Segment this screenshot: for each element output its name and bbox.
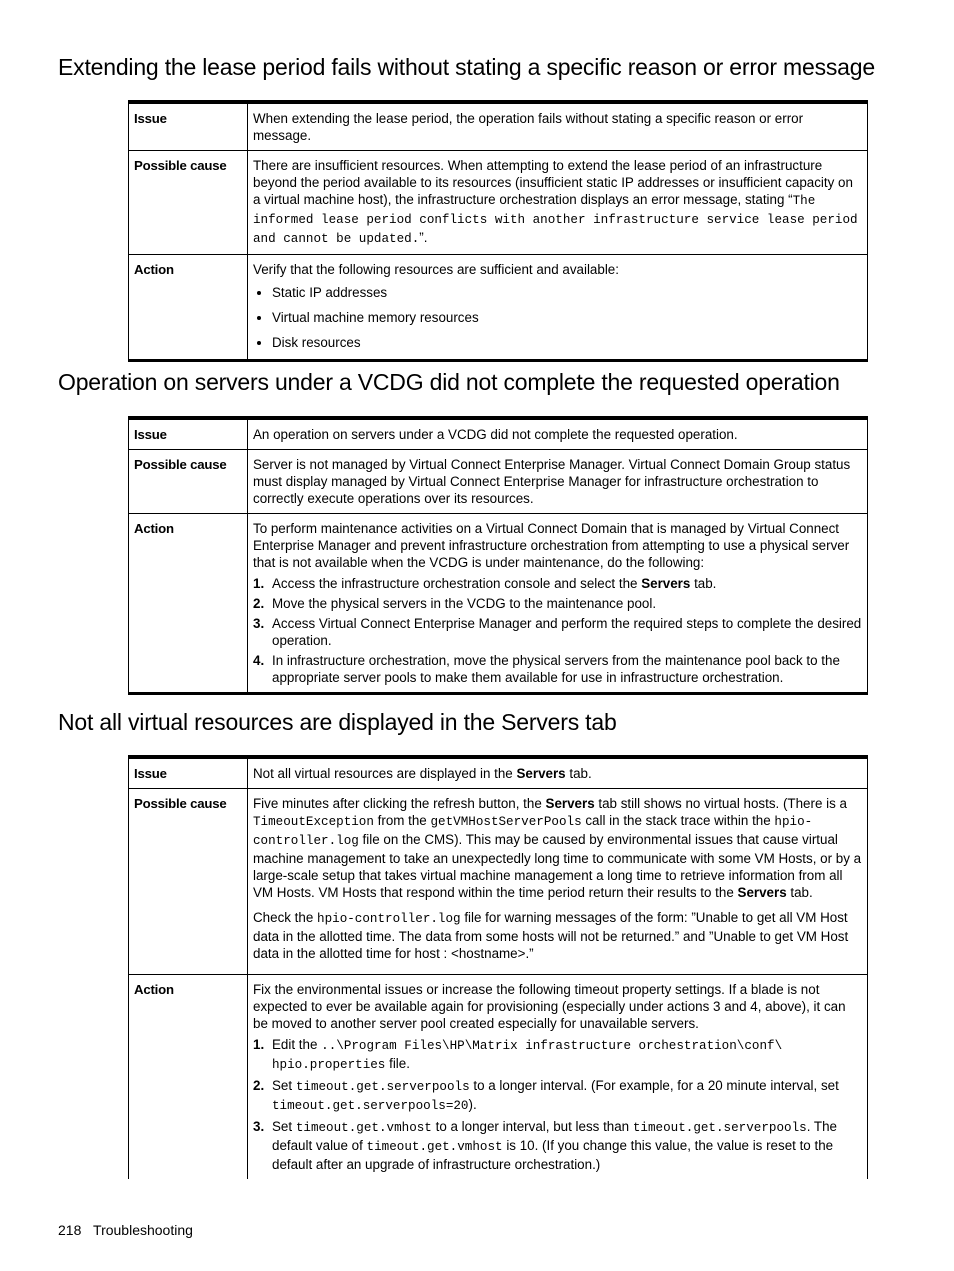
list-item: • Static IP addresses: [272, 284, 862, 301]
row-label: Issue: [129, 102, 248, 151]
list-item: • Disk resources: [272, 334, 862, 351]
table-row-possible-cause: [129, 789, 868, 975]
table-row-possible-cause: [129, 151, 868, 255]
table-row-possible-cause: [129, 450, 868, 514]
row-content: Not all virtual resources are displayed in the Servers tab.: [248, 757, 868, 789]
list-item: 2. Move the physical servers in the VCDG to the maintenance pool.: [253, 596, 657, 611]
list-item: 1. Access the infrastructure orchestration console and select the Servers tab.: [253, 576, 717, 591]
action-intro: Verify that the following resources are sufficient and available:: [253, 262, 619, 277]
table-row-issue: [129, 102, 868, 151]
table-row-action: [129, 514, 868, 694]
troubleshooting-table-lease-period: [128, 100, 868, 362]
row-label: Action: [129, 514, 248, 694]
row-label: Action: [129, 255, 248, 361]
list-item: 4. In infrastructure orchestration, move the physical servers from the maintenance pool back to the appropriate server pools to make them available for use in infrastructure orchestration.: [253, 653, 840, 685]
table-row-action: [129, 255, 868, 361]
error-message-code: The informed lease period conflicts with another infrastructure service lease period and cannot be updated.: [253, 194, 858, 246]
row-label: Possible cause: [129, 151, 248, 255]
resource-list: [253, 284, 862, 351]
list-item: 2. Set timeout.get.serverpools to a longer interval. (For example, for a 20 minute interval, set timeout.get.serverpools=20).: [253, 1078, 839, 1113]
cause-paragraph: Five minutes after clicking the refresh button, the Servers tab still shows no virtual hosts. (There is a TimeoutException from the getVMHostServerPools call in the stack trace within the hpio-controller.log file on the CMS). This may be caused by environmental issues that cause virtual machine management to take an unexpectedly long time to communicate with some VM Hosts, or by a large-scale setup that takes virtual machine management a long time to retrieve information from all VM Hosts. VM Hosts that respond within the time period return their results to the Servers tab.: [253, 796, 862, 900]
row-label: Possible cause: [129, 789, 248, 975]
row-label: Issue: [129, 418, 248, 450]
table-row-issue: [129, 757, 868, 789]
list-item: 1. Edit the ..\Program Files\HP\Matrix infrastructure orchestration\conf\ hpio.properties file.: [253, 1037, 783, 1072]
row-content: [248, 255, 868, 361]
row-label: Issue: [129, 757, 248, 789]
action-intro: Fix the environmental issues or increase the following timeout property settings. If a blade is not expected to ever be available again for provisioning (especially under actions 3 and 4, above), it can be moved to another server pool created especially for unavailable servers.: [253, 982, 846, 1031]
row-content: There are insufficient resources. When attempting to extend the lease period of an infrastructure beyond the period available to its resources (insufficient static IP addresses or insufficient capacity on a virtual machine host), the infrastructure orchestration displays an error message, stating “The informed lease period conflicts with another infrastructure service lease period and cannot be updated.”.: [248, 151, 868, 255]
footer-section-name: Troubleshooting: [93, 1222, 193, 1238]
section-heading-virtual-resources: Not all virtual resources are displayed in the Servers tab: [58, 709, 617, 735]
row-label: Action: [129, 975, 248, 1180]
table-row-action: [129, 975, 868, 1180]
troubleshooting-table-virtual-resources: [128, 755, 868, 1179]
section-heading-vcdg-operation: Operation on servers under a VCDG did not complete the requested operation: [58, 369, 840, 395]
page-footer: [58, 1222, 193, 1238]
row-content: An operation on servers under a VCDG did not complete the requested operation.: [248, 418, 868, 450]
row-content: [248, 789, 868, 975]
list-item: • Virtual machine memory resources: [272, 309, 862, 326]
troubleshooting-table-vcdg: [128, 416, 868, 695]
row-content: When extending the lease period, the operation fails without stating a specific reason or error message.: [248, 102, 868, 151]
row-label: Possible cause: [129, 450, 248, 514]
table-row-issue: [129, 418, 868, 450]
list-item: 3. Access Virtual Connect Enterprise Manager and perform the required steps to complete the desired operation.: [253, 616, 862, 648]
procedure-steps: [253, 575, 862, 686]
page-number: 218: [58, 1222, 82, 1238]
row-content: [248, 514, 868, 694]
row-content: [248, 975, 868, 1180]
procedure-steps: [253, 1036, 862, 1173]
section-heading-lease-period: Extending the lease period fails without stating a specific reason or error message: [58, 54, 875, 80]
list-item: 3. Set timeout.get.vmhost to a longer interval, but less than timeout.get.serverpools. The default value of timeout.get.vmhost is 10. (If you change this value, the value is reset to the default after an upgrade of infrastructure orchestration.): [253, 1119, 837, 1172]
cause-paragraph: Check the hpio-controller.log file for warning messages of the form: ”Unable to get all VM Host data in the allotted time. The data from some hosts will not be returned.” and ”Unable to get VM Host data in the allotted time for host : <hostname>.”: [253, 910, 849, 961]
action-intro: To perform maintenance activities on a Virtual Connect Domain that is managed by Virtual Connect Enterprise Manager and prevent infrastructure orchestration from attempting to use a physical server that is not available when the VCDG is under maintenance, do the following:: [253, 521, 850, 570]
row-content: Server is not managed by Virtual Connect Enterprise Manager. Virtual Connect Domain Group status must display managed by Virtual Connect Enterprise Manager for infrastructure orchestration to correctly execute operations over its resources.: [248, 450, 868, 514]
